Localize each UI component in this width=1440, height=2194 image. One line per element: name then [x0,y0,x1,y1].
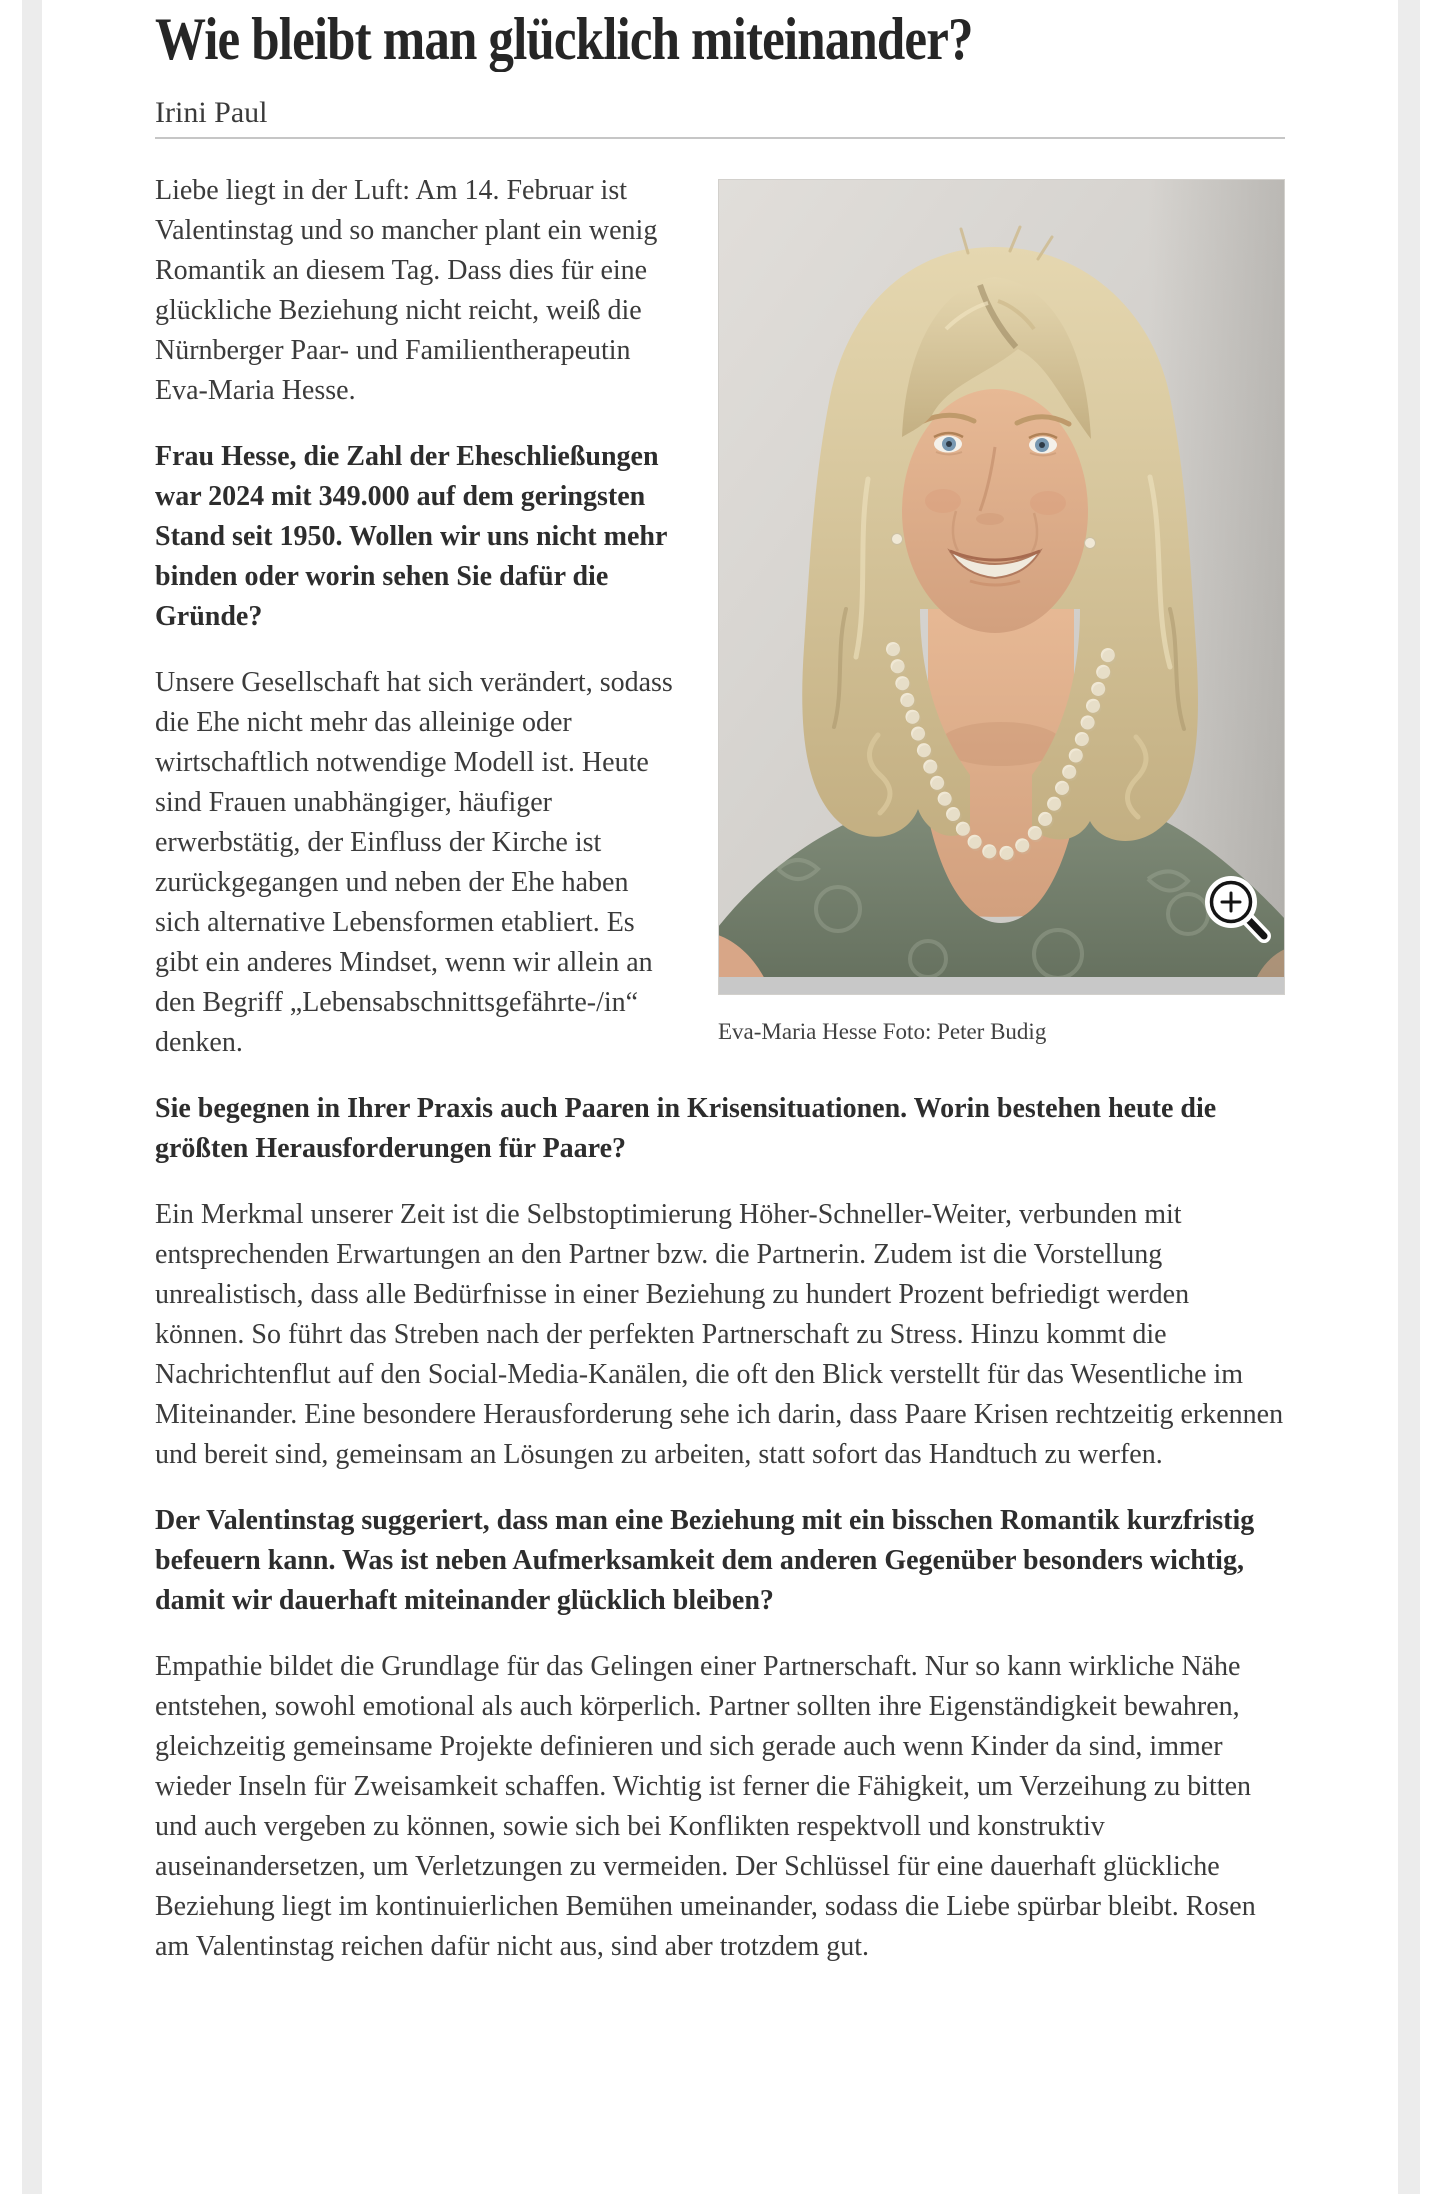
interview-question-2: Sie begegnen in Ihrer Praxis auch Paaren in Krisensituationen. Worin bestehen heute die größten Herausforderungen für Paare? [155,1093,1217,1164]
portrait-illustration [718,179,1285,995]
article-body [155,171,1285,1967]
interview-question-1: Frau Hesse, die Zahl der Eheschließungen war 2024 mit 349.000 auf dem geringsten Stand seit 1950. Wollen wir uns nicht mehr binden oder worin sehen Sie dafür die Gründe? [155,441,667,632]
page-gutter-right [1398,0,1420,2194]
author-divider [155,137,1285,139]
article-author: Irini Paul [155,96,268,129]
interview-answer-2: Ein Merkmal unserer Zeit ist die Selbstoptimierung Höher-Schneller-Weiter, verbunden mit entsprechenden Erwartungen an den Partner bzw. die Partnerin. Zudem ist die Vorstellung unrealistisch, dass alle Bedürfnisse in einer Beziehung zu hundert Prozent befriedigt werden können. So führt das Streben nach der perfekten Partnerschaft zu Stress. Hinzu kommt die Nachrichtenflut auf den Social-Media-Kanälen, die oft den Blick verstellt für das Wesentliche im Miteinander. Eine besondere Herausforderung sehe ich darin, dass Paare Krisen rechtzeitig erkennen und bereit sind, gemeinsam an Lösungen zu arbeiten, statt sofort das Handtuch zu werfen. [155,1199,1284,1470]
interview-answer-3: Empathie bildet die Grundlage für das Gelingen einer Partnerschaft. Nur so kann wirkliche Nähe entstehen, sowohl emotional als auch körperlich. Partner sollten ihre Eigenständigkeit bewahren, gleichzeitig gemeinsame Projekte definieren und sich gerade auch wenn Kinder da sind, immer wieder Inseln für Zweisamkeit schaffen. Wichtig ist ferner die Fähigkeit, um Verzeihung zu bitten und auch vergeben zu können, sowie sich bei Konflikten respektvoll und konstruktiv auseinandersetzen, um Verletzungen zu vermeiden. Der Schlüssel für eine dauerhaft glückliche Beziehung liegt im kontinuierlichen Bemühen umeinander, sodass die Liebe spürbar bleibt. Rosen am Valentinstag reichen dafür nicht aus, sind aber trotzdem gut. [155,1651,1256,1962]
article-content [155,0,1285,1967]
article-paragraph-intro: Liebe liegt in der Luft: Am 14. Februar ist Valentinstag und so mancher plant ein wenig Romantik an diesem Tag. Dass dies für eine glückliche Beziehung nicht reicht, weiß die Nürnberger Paar- und Familientherapeutin Eva-Maria Hesse. [155,175,658,406]
photo-bottom-strip [718,977,1285,995]
portrait-photo[interactable] [718,179,1285,995]
article-title: Wie bleibt man glücklich miteinander? [155,6,973,72]
photo-caption: Eva-Maria Hesse Foto: Peter Budig [718,1019,1047,1044]
interview-answer-1: Unsere Gesellschaft hat sich verändert, sodass die Ehe nicht mehr das alleinige oder wirtschaftlich notwendige Modell ist. Heute sind Frauen unabhängiger, häufiger erwerbstätig, der Einfluss der Kirche ist zurückgegangen und neben der Ehe haben sich alternative Lebensformen etabliert. Es gibt ein anderes Mindset, wenn wir allein an den Begriff „Lebensabschnittsgefährte-/in“ denken. [155,667,673,1058]
page-gutter-left [22,0,42,2194]
article-photo-figure [718,179,1285,1047]
interview-question-3: Der Valentinstag suggeriert, dass man eine Beziehung mit ein bisschen Romantik kurzfristig befeuern kann. Was ist neben Aufmerksamkeit dem anderen Gegenüber besonders wichtig, damit wir dauerhaft miteinander glücklich bleiben? [155,1505,1255,1616]
